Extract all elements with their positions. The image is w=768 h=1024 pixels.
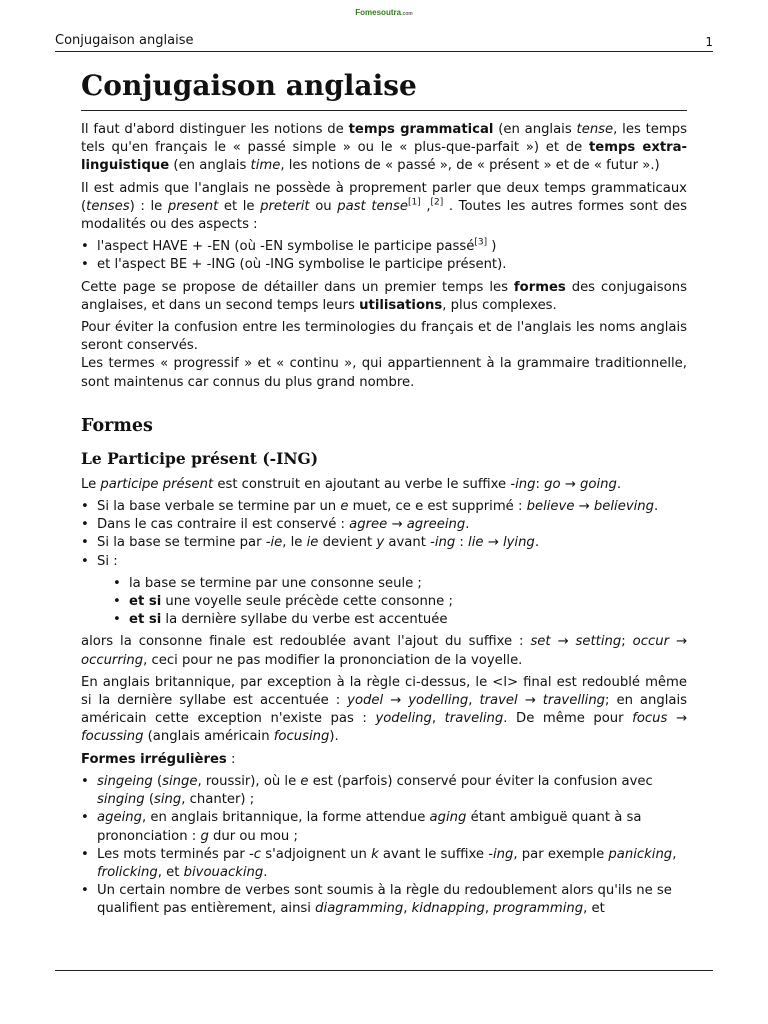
- intro-paragraph-1: Il faut d'abord distinguer les notions de temps grammatical (en anglais tense, les temps tels qu'en français le « passé simple » ou le « plus-que-parfait ») et de temps extra-linguistique (en anglais time, les notions de « passé », de « présent » et de « futur ».): [81, 122, 688, 174]
- list-item: • Si la base se termine par -ie, le ie devient y avant -ing : lie → lying.: [81, 534, 687, 552]
- british-paragraph: En anglais britannique, par exception à la règle ci-dessus, le <l> final est redoublé même si la dernière syllabe est accentuée : yodel → yodelling, travel → travelling; en anglais américain cette exception n'existe pas : yodeling, traveling. De même pour focus → focussing (anglais américain focusing).: [81, 674, 688, 745]
- intro-paragraph-2: Il est admis que l'anglais ne possède à proprement parler que deux temps grammaticaux (tenses) : le present et le preterit ou past tense[1] ,[2] . Toutes les autres formes sont des modalités ou des aspects :: [81, 180, 688, 233]
- footer-divider: [55, 970, 713, 971]
- list-item: • singeing (singe, roussir), où le e est (parfois) conservé pour éviter la confusion avec singing (sing, chanter) ;: [81, 773, 687, 809]
- subsection-heading-participe: Le Participe présent (-ING): [81, 448, 319, 468]
- aspects-list: [81, 238, 687, 274]
- list-item: • Si la base verbale se termine par un e muet, ce e est supprimé : believe → believing.: [81, 498, 687, 516]
- running-title: Conjugaison anglaise: [55, 33, 194, 48]
- page-title: Conjugaison anglaise: [81, 68, 687, 111]
- doubling-paragraph: alors la consonne finale est redoublée avant l'ajout du suffixe : set → setting; occur → occurring, ceci pour ne pas modifier la prononciation de la voyelle.: [81, 634, 687, 668]
- article-body: [81, 68, 687, 923]
- irregular-forms-heading: Formes irrégulières :: [81, 751, 236, 767]
- participe-rules-list: [81, 498, 687, 629]
- running-header: [55, 33, 713, 52]
- site-logo: Fomesoutra.com: [355, 8, 413, 17]
- section-heading-formes: Formes: [81, 415, 153, 436]
- intro-paragraph-5: Les termes « progressif » et « continu », qui appartiennent à la grammaire traditionnelle, sont maintenus car connus du plus grand nombre.: [81, 356, 687, 390]
- list-item: • Si : • la base se termine par une consonne seule ; • et si une voyelle seule précède cette consonne ; • et si la dernière syllabe du verbe est accentuée: [81, 553, 687, 630]
- participe-intro: Le participe présent est construit en ajoutant au verbe le suffixe -ing: go → going.: [81, 476, 622, 492]
- list-item: • Les mots terminés par -c s'adjoignent un k avant le suffixe -ing, par exemple panicking, frolicking, et bivouacking.: [81, 846, 687, 882]
- reference-link-1[interactable]: [1]: [407, 197, 421, 208]
- reference-link-3[interactable]: [3]: [474, 237, 488, 248]
- list-item: • et l'aspect BE + -ING (où -ING symbolise le participe présent).: [81, 256, 687, 274]
- list-item: • la base se termine par une consonne seule ;: [113, 575, 687, 593]
- list-item: • ageing, en anglais britannique, la forme attendue aging étant ambiguë quant à sa prononciation : g dur ou mou ;: [81, 809, 687, 845]
- list-item: • et si une voyelle seule précède cette consonne ;: [113, 593, 687, 611]
- page-number: 1: [705, 35, 713, 49]
- intro-paragraph-3: Cette page se propose de détailler dans un premier temps les formes des conjugaisons anglaises, et dans un second temps leurs utilisations, plus complexes.: [81, 279, 687, 313]
- list-item: • Un certain nombre de verbes sont soumis à la règle du redoublement alors qu'ils ne se qualifient pas entièrement, ainsi diagramming, kidnapping, programming, et: [81, 882, 687, 918]
- list-item: • Dans le cas contraire il est conservé : agree → agreeing.: [81, 516, 687, 534]
- doubling-conditions-list: [113, 575, 687, 630]
- irregular-forms-list: [81, 773, 687, 919]
- intro-paragraph-4: Pour éviter la confusion entre les terminologies du français et de l'anglais les noms anglais seront conservés.: [81, 320, 687, 354]
- list-item: • l'aspect HAVE + -EN (où -EN symbolise le participe passé[3] ): [81, 238, 687, 256]
- reference-link-2[interactable]: [2]: [430, 197, 444, 208]
- list-item: • et si la dernière syllabe du verbe est accentuée: [113, 611, 687, 629]
